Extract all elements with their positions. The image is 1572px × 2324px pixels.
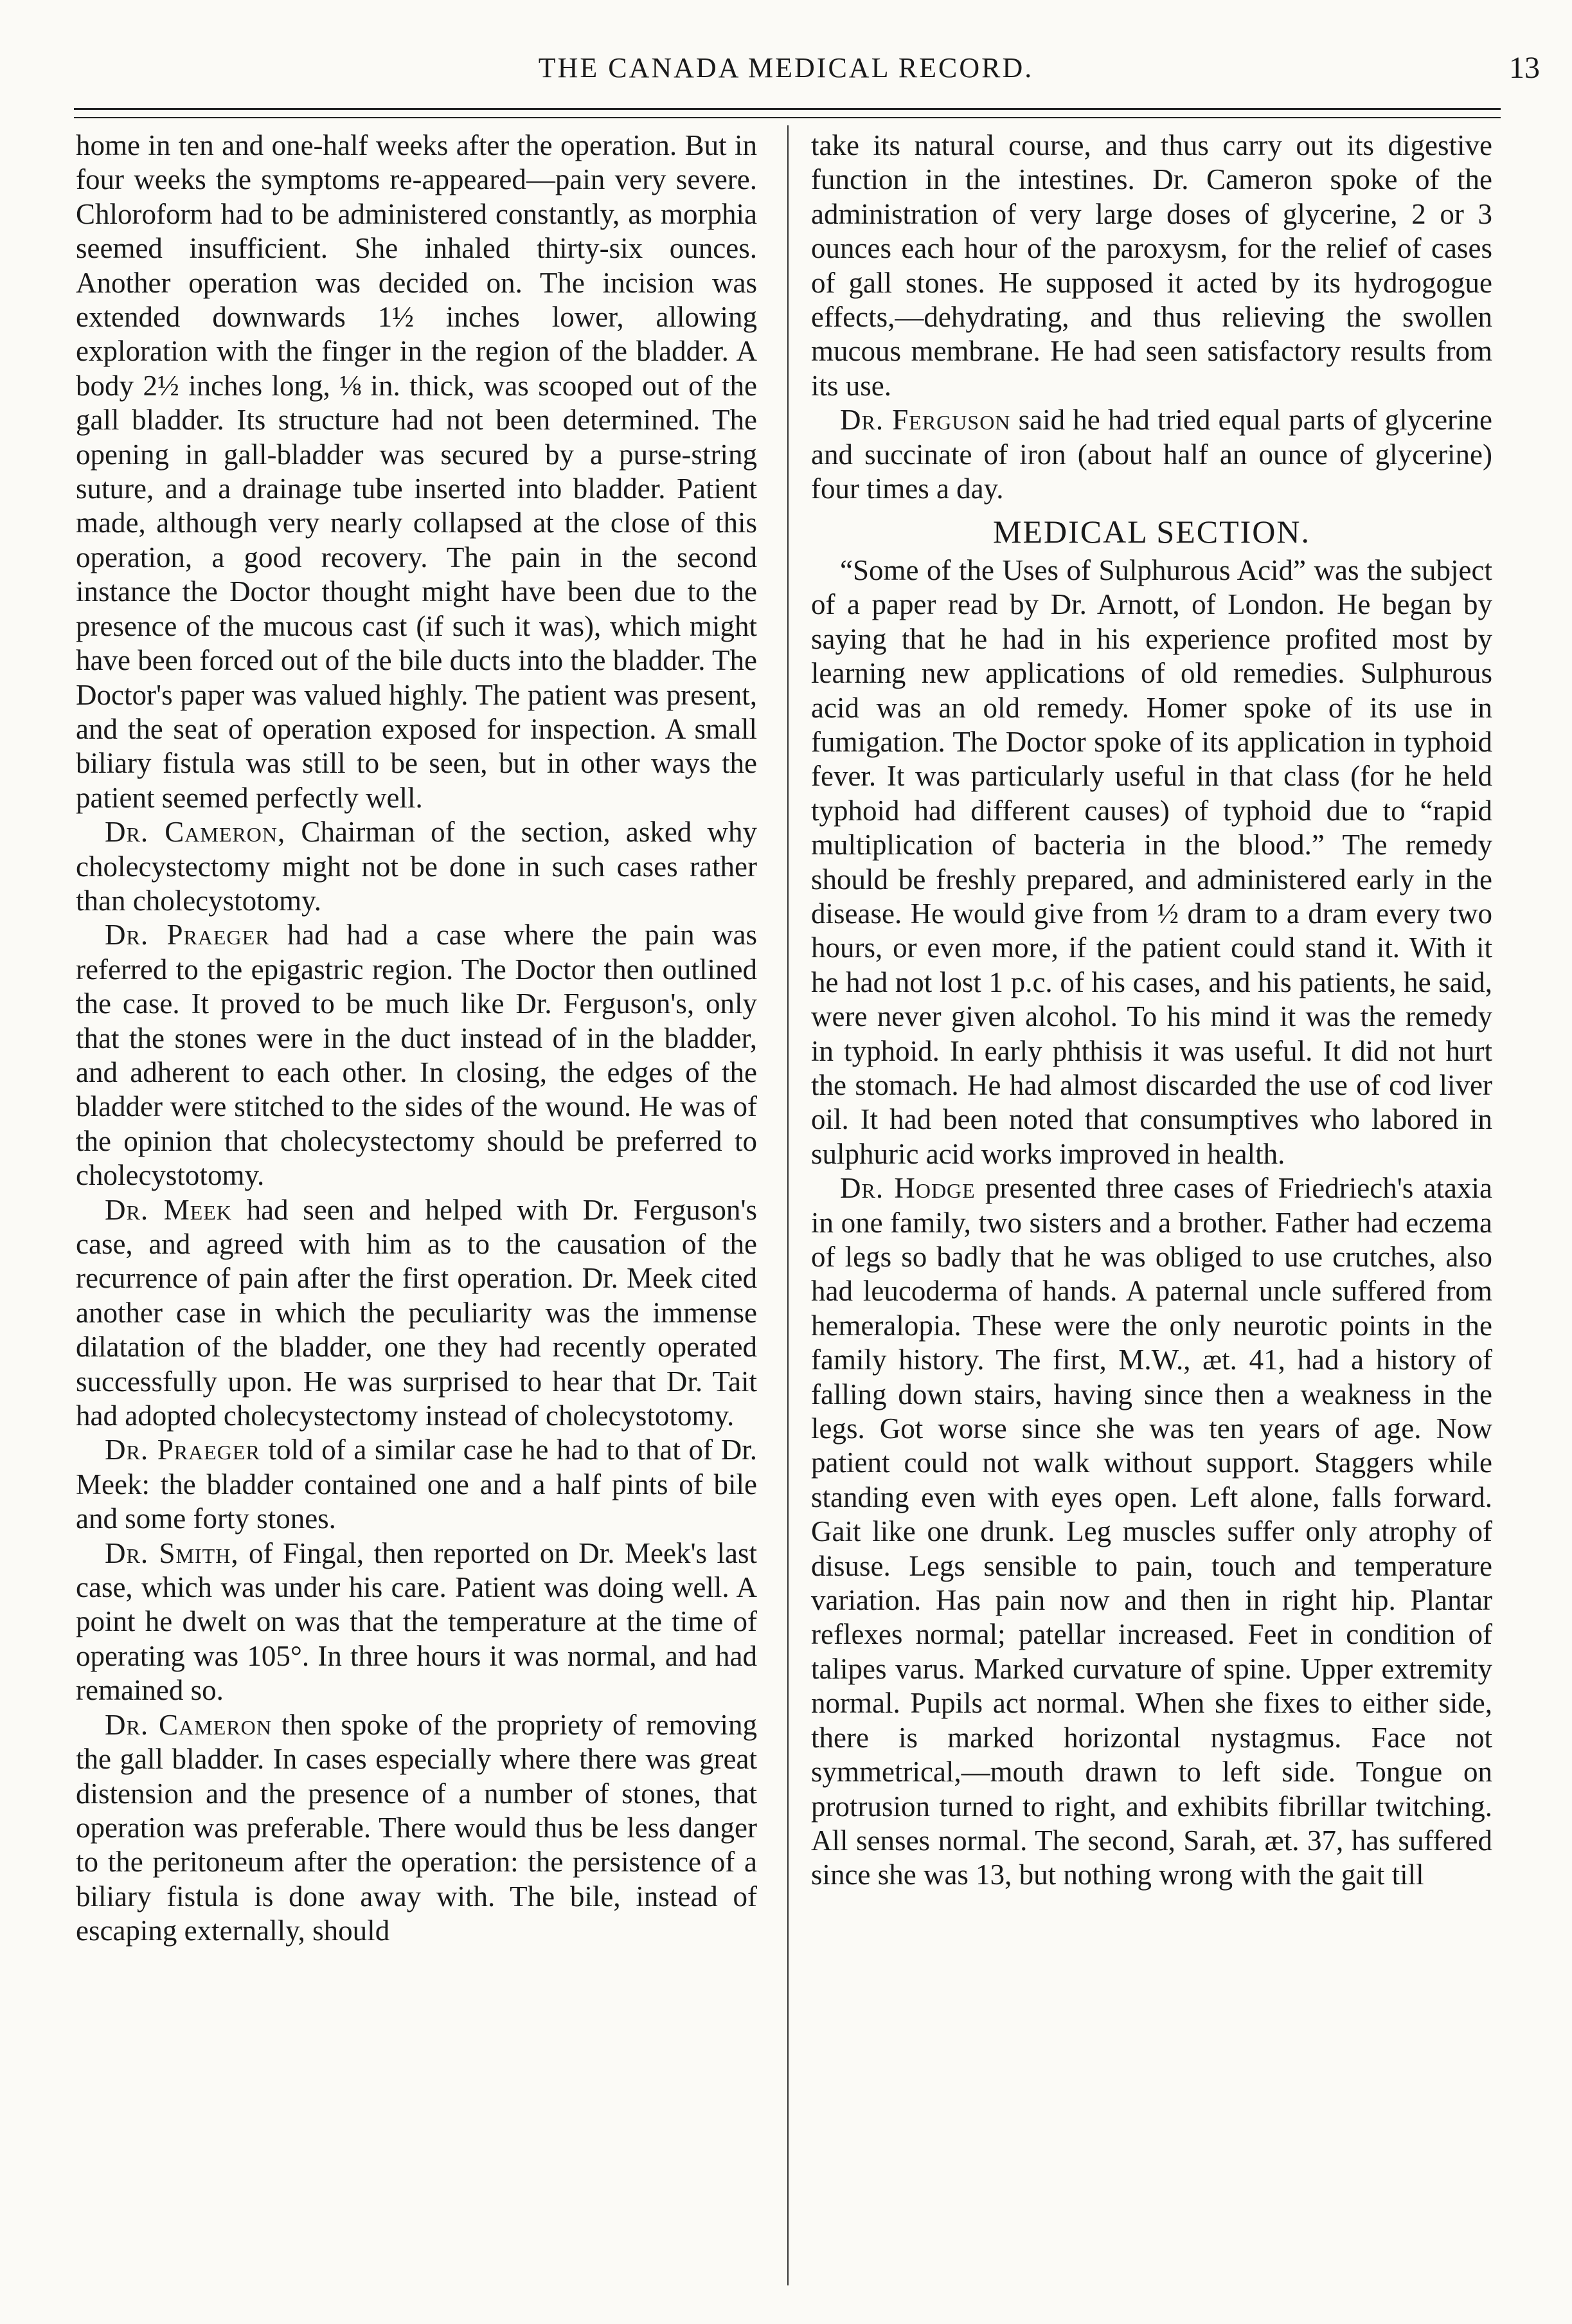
section-heading: MEDICAL SECTION. [992, 514, 1310, 550]
right-paragraph-2 [811, 403, 1492, 506]
speaker-name: Dr. Hodge [840, 1172, 976, 1205]
right-column [811, 129, 1492, 1893]
left-column [76, 129, 757, 1949]
header-rule-bottom [74, 117, 1501, 118]
page-number: 13 [1509, 51, 1540, 85]
left-paragraph-2 [76, 815, 757, 918]
paragraph-text: Chairman of the section, asked why cholecystectomy might not be done in such cases rather than cholecystotomy. [76, 816, 757, 917]
left-paragraph-7 [76, 1708, 757, 1949]
speaker-name: Dr. Cameron, [105, 816, 286, 849]
paragraph-text: had had a case where the pain was referred to the epigastric region. The Doctor then outlined the case. It proved to be much like Dr. Ferguson's, only that the stones were in the duct instead of in the bladder, and adherent to each other. In closing, the edges of the bladder were stitched to the sides of the wound. He was of the opinion that cholecystectomy should be preferred to cholecystotomy. [76, 919, 758, 1192]
paragraph-text: told of a similar case he had to that of Dr. Meek: the bladder contained one and a half pints of bile and some forty stones. [76, 1434, 757, 1535]
paragraph-text: then spoke of the propriety of removing the gall bladder. In cases especially where there was great distension and the presence of a number of stones, that operation was preferable. There would thus be less danger to the peritoneum after the operation: the persistence of a biliary fistula is done away with. The bile, instead of escaping externally, should [76, 1708, 757, 1947]
paragraph-text: said he had tried equal parts of glycerine and succinate of iron (about half an ounce of glycerine) four times a day. [811, 404, 1492, 505]
left-paragraph-6 [76, 1536, 757, 1708]
speaker-name: Dr. Praeger [105, 919, 270, 951]
left-paragraph-3 [76, 918, 757, 1193]
right-paragraph-4 [811, 1171, 1492, 1893]
column-divider [787, 125, 789, 2285]
paragraph-text: had seen and helped with Dr. Ferguson's case, and agreed with him as to the causation of the recurrence of pain after the first operation. Dr. Meek cited another case in which the peculiarity was the immense dilatation of the bladder, one they had recently operated successfully upon. He was surprised to hear that Dr. Tait had adopted cholecystectomy instead of cholecystotomy. [76, 1193, 757, 1432]
left-paragraph-4 [76, 1193, 757, 1434]
speaker-name: Dr. Cameron [105, 1708, 272, 1741]
paragraph-text: of Fingal, then reported on Dr. Meek's last case, which was under his care. Patient was doing well. A point he dwelt on was that the temperature at the time of operating was 105°. In three hours it was normal, and had remained so. [76, 1536, 757, 1707]
paragraph-text: presented three cases of Friedriech's ataxia in one family, two sisters and a brother. Father had eczema of legs so badly that he was obliged to use crutches, also had leucoderma of hands. A paternal uncle suffered from hemeralopia. These were the only neurotic points in the family history. The first, M.W., æt. 41, had a history of falling down stairs, having since then a weakness in the legs. Got worse since she was ten years of age. Now patient could not walk without support. Staggers while standing even with eyes open. Left alone, falls forward. Gait like one drunk. Leg muscles suffer only atrophy of disuse. Legs sensible to pain, touch and temperature variation. Has pain now and then in right hip. Plantar reflexes normal; patellar increased. Feet in condition of talipes varus. Marked curvature of spine. Upper extremity normal. Pupils act normal. When she fixes to either side, there is marked horizontal nystagmus. Face not symmetrical,—mouth drawn to left side. Tongue on protrusion turned to right, and exhibits fibrillar twitching. All senses normal. The second, Sarah, æt. 37, has suffered since she was 13, but nothing wrong with the gait till [811, 1172, 1492, 1891]
speaker-name: Dr. Praeger [105, 1434, 260, 1466]
speaker-name: Dr. Meek [105, 1193, 232, 1226]
right-paragraph-3: “Some of the Uses of Sulphurous Acid” was the subject of a paper read by Dr. Arnott, of London. He began by saying that he had in his experience profited most by learning new applications of old remedies. Sulphurous acid was an old remedy. Homer spoke of its use in fumigation. The Doctor spoke of its application in typhoid fever. It was particularly useful in that class (for he held typhoid had different causes) of typhoid due to “rapid multiplication of bacteria in the blood.” The remedy should be freshly prepared, and administered early in the disease. He would give from ½ dram to a dram every two hours, or even more, if the patient could stand it. With it he had not lost 1 p.c. of his cases, and his patients, he said, were never given alcohol. To his mind it was the remedy in typhoid. In early phthisis it was useful. It did not hurt the stomach. He had almost discarded the use of cod liver oil. It had been noted that consumptives who labored in sulphuric acid works improved in health. [811, 554, 1492, 1170]
speaker-name: Dr. Ferguson [840, 404, 1011, 437]
running-head [0, 45, 1572, 96]
left-paragraph-1: home in ten and one-half weeks after the operation. But in four weeks the symptoms re-appeared—pain very severe. Chloroform had to be administered constantly, as morphia seemed insufficient. She inhaled thirty-six ounces. Another operation was decided on. The incision was extended downwards 1½ inches lower, allowing exploration with the finger in the region of the bladder. A body 2½ inches long, ⅛ in. thick, was scooped out of the gall bladder. Its structure had not been determined. The opening in gall-bladder was secured by a purse-string suture, and a drainage tube inserted into bladder. Patient made, although very nearly collapsed at the close of this operation, a good recovery. The pain in the second instance the Doctor thought might have been due to the presence of the mucous cast (if such it was), which might have been forced out of the bile ducts into the bladder. The Doctor's paper was valued highly. The patient was present, and the seat of operation exposed for inspection. A small biliary fistula was still to be seen, but in other ways the patient seemed perfectly well. [76, 129, 757, 814]
speaker-name: Dr. Smith, [105, 1536, 239, 1569]
header-rule-top [74, 108, 1501, 110]
left-paragraph-5 [76, 1433, 757, 1536]
running-title: THE CANADA MEDICAL RECORD. [538, 52, 1034, 84]
right-paragraph-1: take its natural course, and thus carry out its digestive function in the intestines. Dr. Cameron spoke of the administration of very large doses of glycerine, 2 or 3 ounces each hour of the paroxysm, for the relief of cases of gall stones. He supposed it acted by its hydrogogue effects,—dehydrating, and thus relieving the swollen mucous membrane. He had seen satisfactory results from its use. [811, 129, 1492, 402]
